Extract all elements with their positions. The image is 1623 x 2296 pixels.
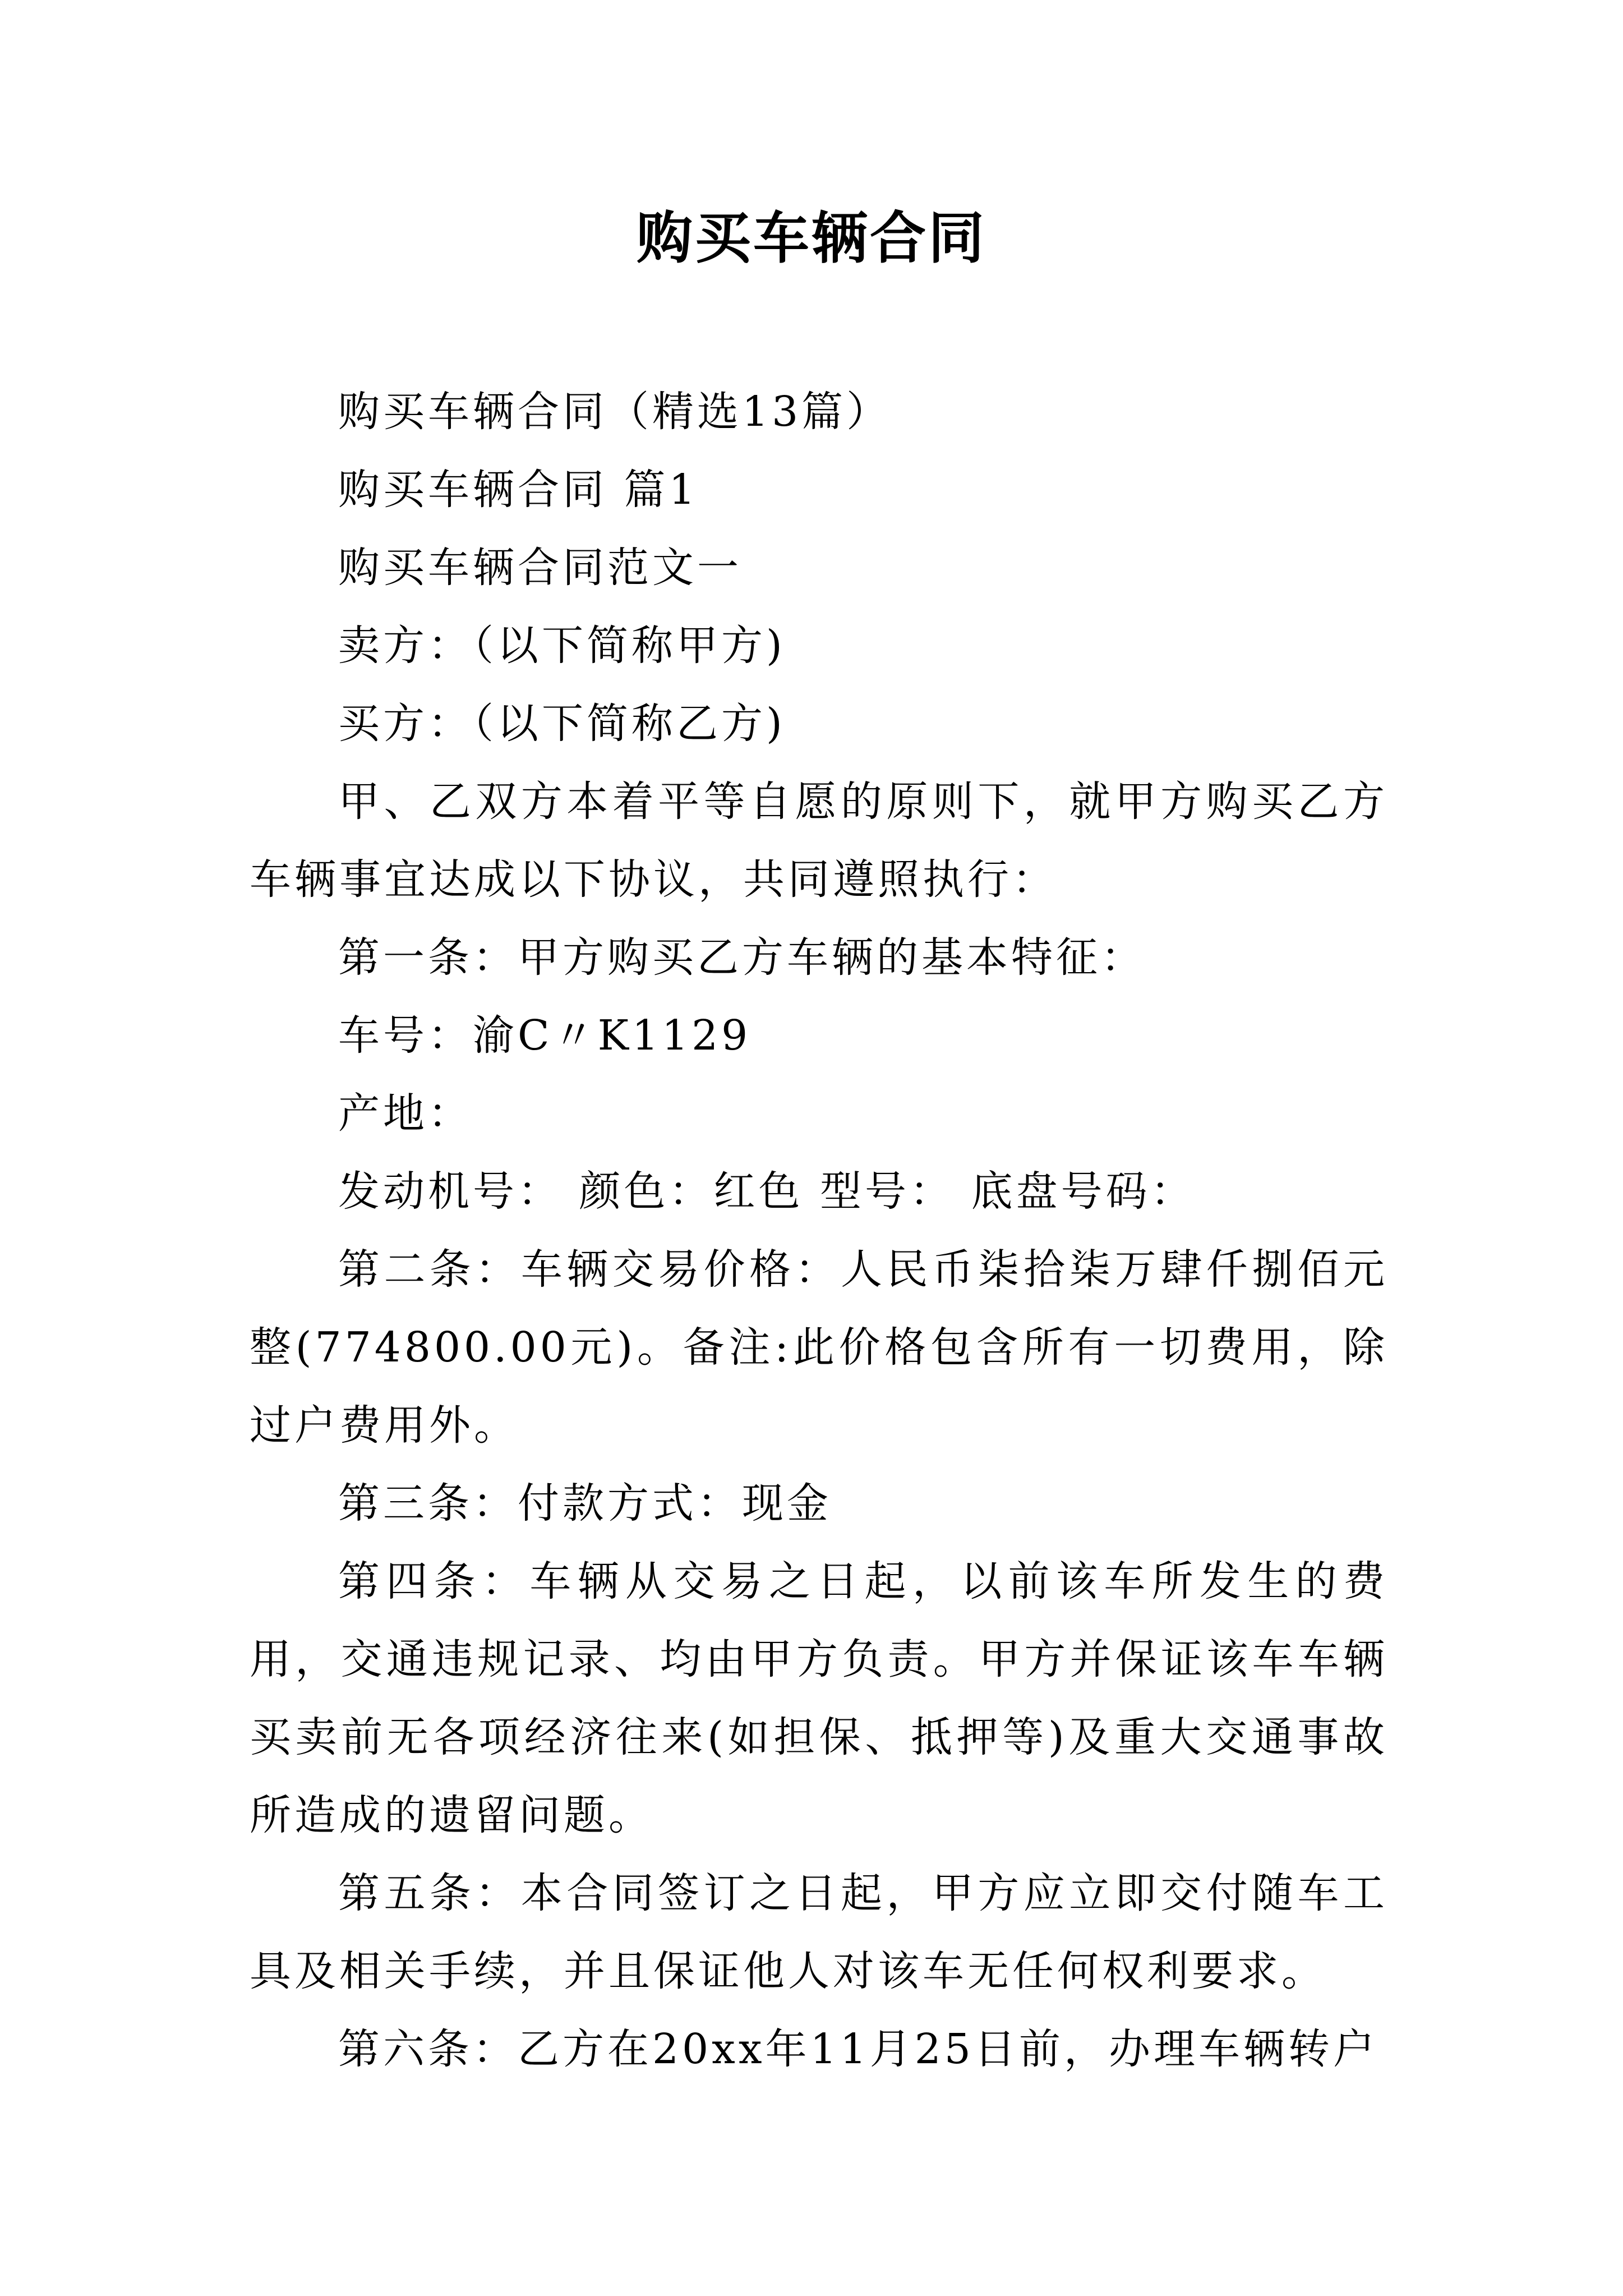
paragraph-buyer: 买方：（以下简称乙方) [338, 700, 786, 748]
paragraph-section-heading: 购买车辆合同 篇1 [338, 466, 699, 514]
document-body [250, 373, 1388, 2088]
paragraph-origin: 产地： [338, 1089, 473, 1138]
paragraph-article-4: 第四条：车辆从交易之日起，以前该车所发生的费用，交通违规记录、均由甲方负责。甲方并保证该车车辆买卖前无各项经济往来(如担保、抵押等)及重大交通事故所造成的遗留问题。 [250, 1557, 1388, 1839]
paragraph-article-1: 第一条：甲方购买乙方车辆的基本特征： [338, 933, 1146, 982]
paragraph-article-6: 第六条：乙方在20xx年11月25日前，办理车辆转户 [338, 2025, 1378, 2073]
paragraph-plate-number: 车号：渝C〃K1129 [338, 1011, 751, 1060]
paragraph-vehicle-details: 发动机号： 颜色：红色 型号： 底盘号码： [338, 1167, 1196, 1216]
paragraph-subtitle: 购买车辆合同（精选13篇） [338, 388, 892, 436]
paragraph-article-3: 第三条：付款方式：现金 [338, 1479, 832, 1527]
paragraph-preamble: 甲、乙双方本着平等自愿的原则下，就甲方购买乙方车辆事宜达成以下协议，共同遵照执行： [250, 777, 1388, 904]
paragraph-article-2: 第二条：车辆交易价格：人民币柒拾柒万肆仟捌佰元整(774800.00元)。备注:此价格包含所有一切费用，除过户费用外。 [250, 1245, 1388, 1450]
paragraph-seller: 卖方：（以下简称甲方) [338, 622, 786, 670]
paragraph-sample-heading: 购买车辆合同范文一 [338, 544, 742, 592]
document-title: 购买车辆合同 [637, 205, 986, 271]
paragraph-article-5: 第五条：本合同签订之日起，甲方应立即交付随车工具及相关手续，并且保证他人对该车无任何权利要求。 [250, 1869, 1388, 1995]
